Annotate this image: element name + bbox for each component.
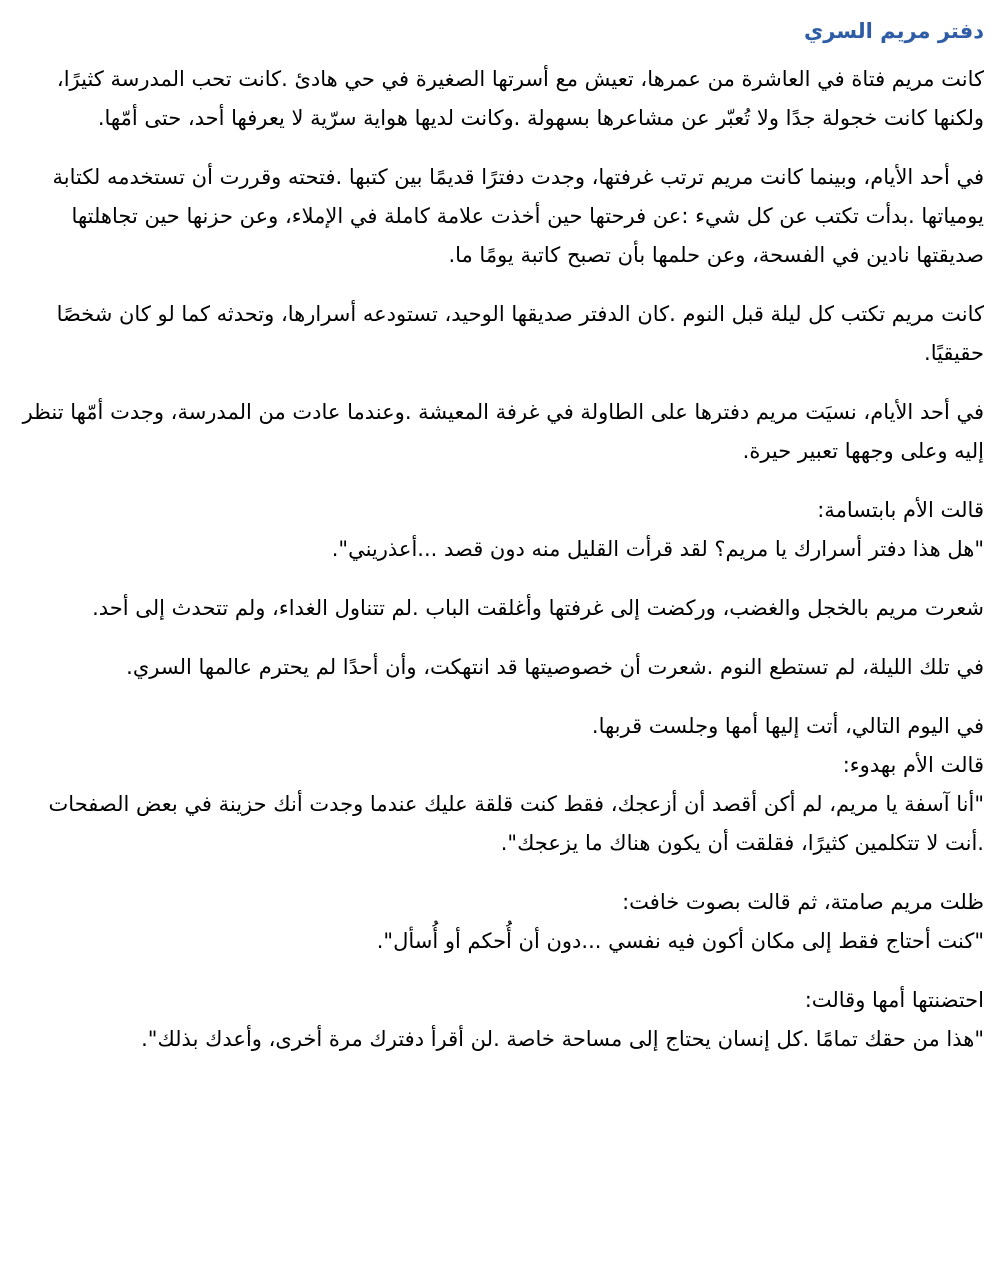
dialogue-quote-line: "أنا آسفة يا مريم، لم أكن أقصد أن أزعجك، فقط كنت قلقة عليك عندما وجدت أنك حزينة في بعض الصفحات .أنت لا تتكلمين كثيرًا، فقلقت أن يكون هناك ما يزعجك". bbox=[48, 792, 984, 855]
dialogue-quote-line: "هل هذا دفتر أسرارك يا مريم؟ لقد قرأت القليل منه دون قصد ...أعذريني". bbox=[331, 537, 984, 561]
paragraph-text: في تلك الليلة، لم تستطع النوم .شعرت أن خصوصيتها قد انتهكت، وأن أحدًا لم يحترم عالمها السري. bbox=[126, 655, 984, 679]
paragraph-text: كانت مريم تكتب كل ليلة قبل النوم .كان الدفتر صديقها الوحيد، تستودعه أسرارها، وتحدثه كما لو كان شخصًا حقيقيًا. bbox=[56, 302, 984, 365]
dialogue-quote-line: "كنت أحتاج فقط إلى مكان أكون فيه نفسي ...دون أن أُحكم أو أُسأل". bbox=[376, 929, 984, 953]
paragraph-text: كانت مريم فتاة في العاشرة من عمرها، تعيش مع أسرتها الصغيرة في حي هادئ .كانت تحب المدرسة كثيرًا، ولكنها كانت خجولة جدًا ولا تُعبّر عن مشاعرها بسهولة .وكانت لديها هواية سرّية لا يعرفها أحد، حتى أمّها. bbox=[56, 67, 984, 130]
dialogue-intro-line: قالت الأم بابتسامة: bbox=[817, 498, 984, 522]
dialogue-quote-line: "هذا من حقك تمامًا .كل إنسان يحتاج إلى مساحة خاصة .لن أقرأ دفترك مرة أخرى، وأعدك بذلك". bbox=[141, 1027, 984, 1051]
paragraph-text: في أحد الأيام، وبينما كانت مريم ترتب غرفتها، وجدت دفترًا قديمًا بين كتبها .فتحته وقررت أن تستخدمه لكتابة يومياتها .بدأت تكتب عن كل شيء :عن فرحتها حين أخذت علامة كاملة في الإملاء، وعن حزنها حين تجاهلتها صديقتها نادين في الفسحة، وعن حلمها بأن تصبح كاتبة يومًا ما. bbox=[52, 165, 984, 267]
paragraph-text: شعرت مريم بالخجل والغضب، وركضت إلى غرفتها وأغلقت الباب .لم تتناول الغداء، ولم تتحدث إلى أحد. bbox=[92, 596, 984, 620]
paragraph bbox=[16, 491, 984, 569]
paragraph bbox=[16, 60, 984, 138]
paragraph bbox=[16, 981, 984, 1059]
paragraph-text: في أحد الأيام، نسيَت مريم دفترها على الطاولة في غرفة المعيشة .وعندما عادت من المدرسة، وجدت أمّها تنظر إليه وعلى وجهها تعبير حيرة. bbox=[22, 400, 984, 463]
paragraph bbox=[16, 589, 984, 628]
paragraph bbox=[16, 707, 984, 863]
paragraph bbox=[16, 158, 984, 275]
paragraph bbox=[16, 648, 984, 687]
paragraph bbox=[16, 883, 984, 961]
dialogue-intro-line: ظلت مريم صامتة، ثم قالت بصوت خافت: bbox=[622, 890, 984, 914]
paragraph bbox=[16, 393, 984, 471]
paragraph bbox=[16, 295, 984, 373]
document-title: دفتر مريم السري bbox=[804, 19, 984, 43]
dialogue-intro-line: احتضنتها أمها وقالت: bbox=[804, 988, 984, 1012]
paragraph-text: في اليوم التالي، أتت إليها أمها وجلست قربها. bbox=[591, 714, 984, 738]
dialogue-intro-line: قالت الأم بهدوء: bbox=[842, 753, 984, 777]
